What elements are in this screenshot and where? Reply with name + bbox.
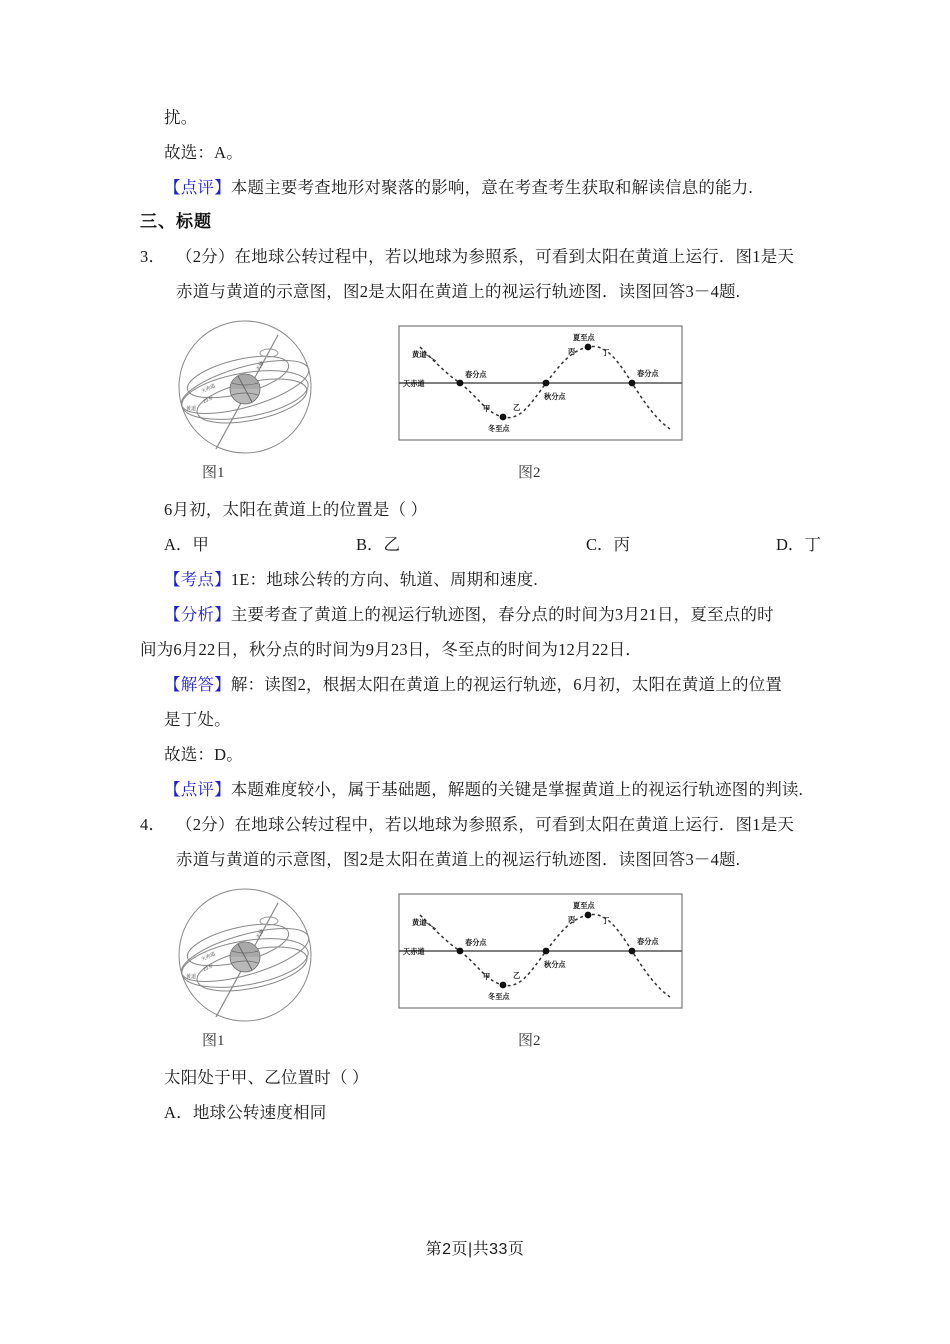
fig2-label-point-bing: 丙 [568,915,576,924]
fig2-label-point-ding: 丁 [602,916,610,925]
question-4-prompt: 太阳处于甲、乙位置时（ ） [164,1068,369,1087]
dianping-text: 本题难度较小，属于基础题，解题的关键是掌握黄道上的视运行轨迹图的判读. [230,780,803,799]
fig1-label-axis: 天轴 [255,928,266,940]
figure-1-caption-q4: 图1 [202,1033,225,1049]
question-3-dianping-line [140,772,830,807]
fig2-label-summer-solstice: 夏至点 [573,901,595,910]
fig2-label-point-yi: 乙 [513,971,521,980]
fig2-label-winter-solstice: 冬至点 [488,992,510,1001]
question-3-prompt: 6月初，太阳在黄道上的位置是（ ） [164,500,428,519]
fig2-label-point-bing: 丙 [568,347,576,356]
fig2-label-vernal-equinox-right: 春分点 [637,369,659,378]
fig2-label-summer-solstice: 夏至点 [573,333,595,342]
comment-text: 本题主要考查地形对聚落的影响，意在考查考生获取和解读信息的能力. [230,178,753,197]
fig2-label-point-jia: 甲 [483,972,491,981]
question-3-fenxi-line-2: 间为6月22日，秋分点的时间为9月23日，冬至点的时间为12月22日． [140,640,642,659]
question-3-kaodian-line [140,562,830,597]
section-heading: 三、标题 [140,212,212,231]
fig2-label-point-jia: 甲 [483,404,491,413]
figure-1-celestial-sphere-q3 [168,315,323,465]
figure-2-caption-q4: 图2 [518,1033,541,1049]
fig2-label-celestial-equator: 天赤道 [403,379,425,388]
question-3-jieda-line-2: 是丁处。 [164,710,231,729]
question-3-guxuan: 故选：D。 [164,745,243,764]
figure-2-caption-q3: 图2 [518,465,541,481]
fig1-label-axis: 天轴 [255,360,266,372]
figure-1-celestial-sphere-q4 [168,883,323,1033]
question-3-jieda-line-1 [140,667,830,702]
fig2-label-vernal-equinox-right: 春分点 [637,937,659,946]
kaodian-tag: 【考点】 [164,570,231,589]
fig2-label-vernal-equinox-left: 春分点 [465,370,487,379]
previous-answer-tail: 扰。 [164,108,198,127]
question-3-number: 3． [140,247,166,266]
question-3-stem-text-2: 赤道与黄道的示意图，图2是太阳在黄道上的视运行轨迹图．读图回答3－4题. [176,282,741,301]
fig2-label-winter-solstice: 冬至点 [488,424,510,433]
previous-comment-line [140,170,830,205]
fig1-label-celestial-equator: 天赤道 [200,951,217,963]
fig2-label-vernal-equinox-left: 春分点 [465,938,487,947]
question-3-option-c[interactable]: C．丙 [586,535,631,554]
dianping-tag: 【点评】 [164,780,231,799]
question-4-option-a[interactable]: A．地球公转速度相同 [164,1103,327,1122]
question-3-stem-line-2 [140,274,830,309]
fig1-label-ecliptic: 黄道 [186,406,197,412]
figure-group-q4 [140,883,830,1058]
figure-2-ecliptic-track-q4 [398,893,683,1009]
question-4-stem-line-1 [140,807,830,842]
question-3-stem-line-1 [140,239,830,274]
fig1-label-ecliptic: 黄道 [186,974,197,980]
question-4-stem-text-2: 赤道与黄道的示意图，图2是太阳在黄道上的视运行轨迹图．读图回答3－4题. [176,850,741,869]
fenxi-tag: 【分析】 [164,605,231,624]
question-3-stem-text-1: （2分）在地球公转过程中，若以地球为参照系，可看到太阳在黄道上运行．图1是天 [176,247,795,266]
fig2-label-autumnal-equinox: 秋分点 [544,960,566,969]
question-3-option-d[interactable]: D．丁 [776,535,821,554]
figure-1-caption-q3: 图1 [202,465,225,481]
fig1-label-celestial-equator: 天赤道 [200,383,217,395]
fig2-label-point-ding: 丁 [602,348,610,357]
jieda-text-1: 解：读图2，根据太阳在黄道上的视运行轨迹，6月初，太阳在黄道上的位置 [230,675,783,694]
question-3-fenxi-line-1 [140,597,830,632]
jieda-tag: 【解答】 [164,675,231,694]
fig1-label-tilt-angle: 23.5° [202,395,215,404]
page-content [140,100,830,1130]
comment-tag: 【点评】 [164,178,231,197]
fenxi-text-1: 主要考查了黄道上的视运行轨迹图，春分点的时间为3月21日，夏至点的时 [230,605,774,624]
fig2-label-point-yi: 乙 [513,403,521,412]
question-4-stem-line-2 [140,842,830,877]
page-footer: 第2页|共33页 [425,1241,525,1258]
figure-2-ecliptic-track-q3 [398,325,683,441]
question-3-options [140,527,830,562]
kaodian-text: 1E：地球公转的方向、轨道、周期和速度. [230,570,538,589]
fig1-label-tilt-angle: 23.5° [202,963,215,972]
figure-group-q3 [140,315,830,490]
question-4-stem-text-1: （2分）在地球公转过程中，若以地球为参照系，可看到太阳在黄道上运行．图1是天 [176,815,795,834]
question-3-option-a[interactable]: A．甲 [164,535,209,554]
fig2-label-ecliptic: 黄道 [412,918,427,927]
fig2-label-ecliptic: 黄道 [412,350,427,359]
fig2-label-celestial-equator: 天赤道 [403,947,425,956]
previous-answer-choice: 故选：A。 [164,143,243,162]
question-3-option-b[interactable]: B．乙 [356,535,401,554]
question-4-number: 4． [140,815,166,834]
fig2-label-autumnal-equinox: 秋分点 [544,392,566,401]
